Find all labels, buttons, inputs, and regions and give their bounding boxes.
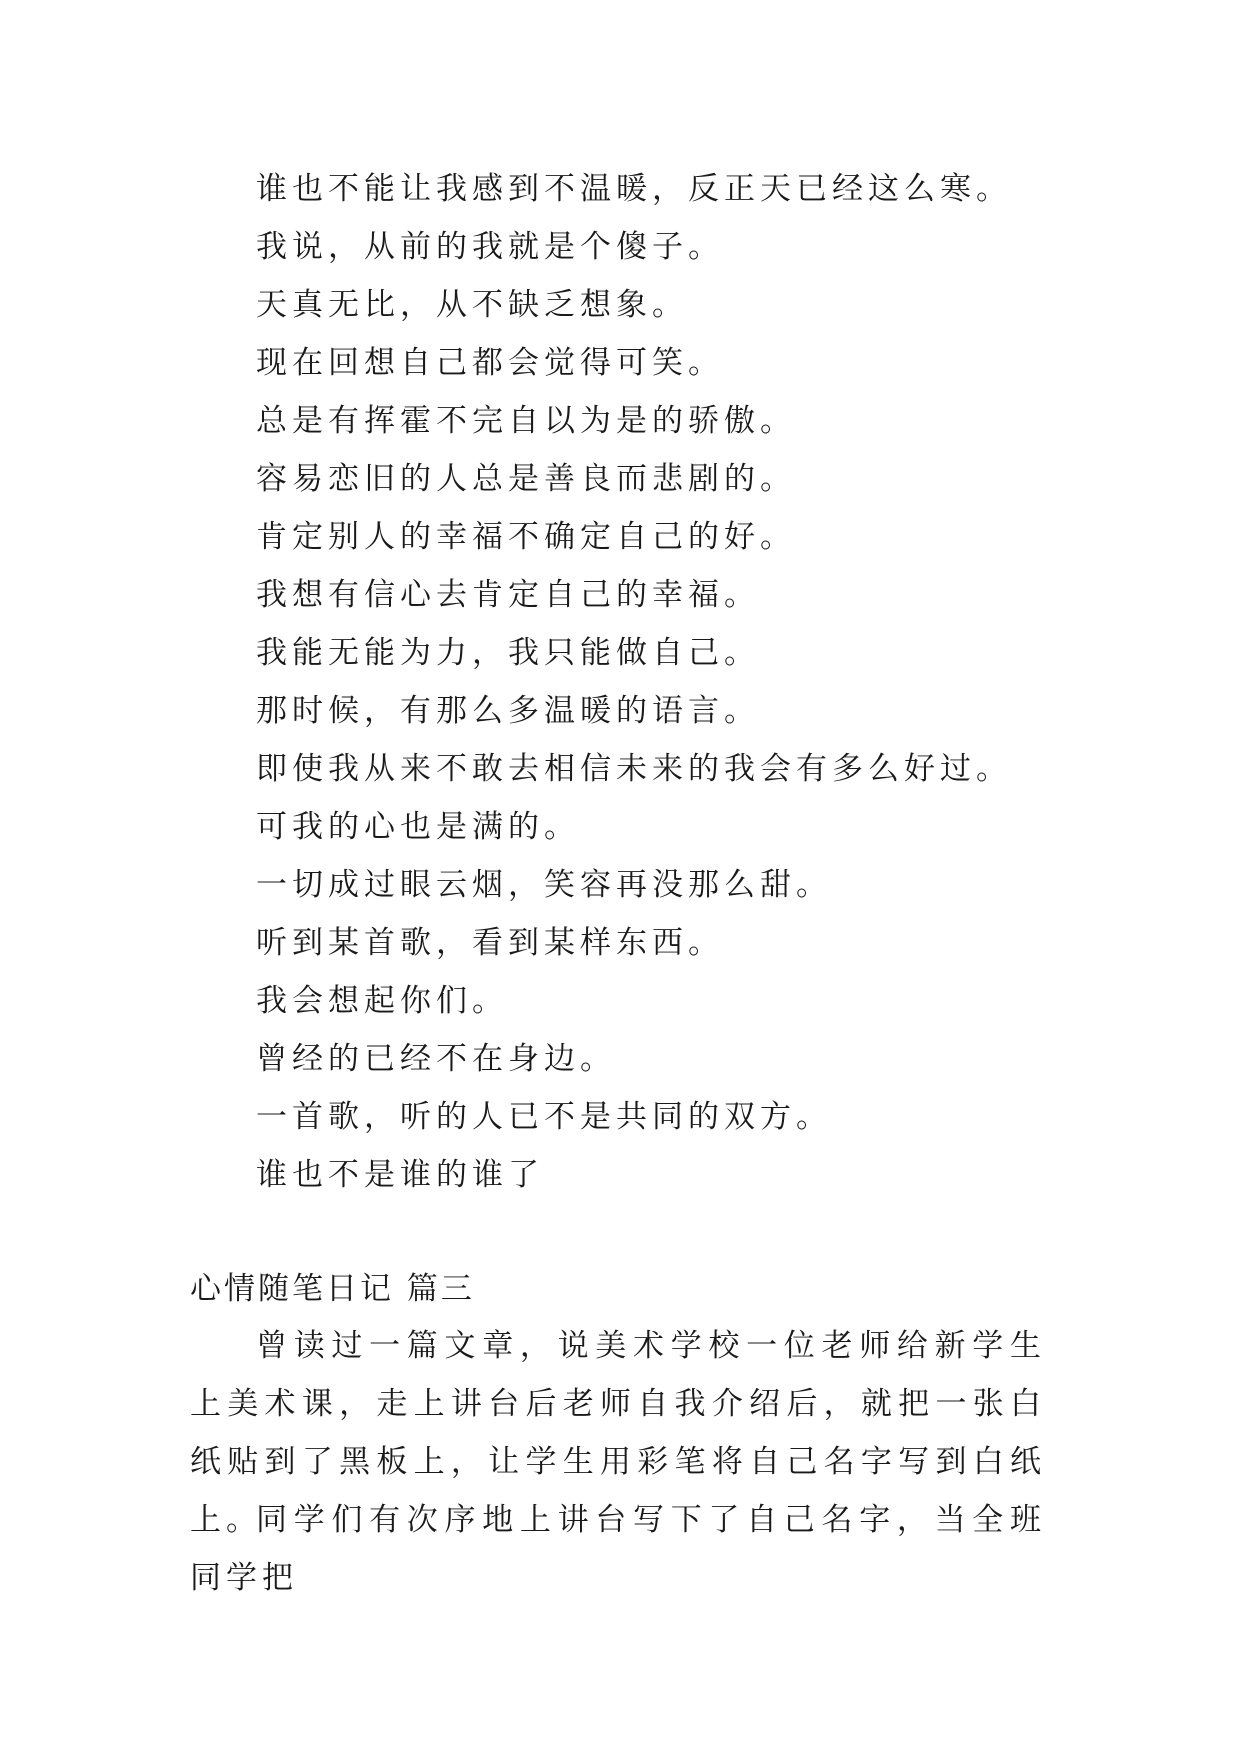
section-title: 心情随笔日记 篇三 xyxy=(190,1271,475,1307)
poem-line: 曾经的已经不在身边。 xyxy=(256,1041,616,1077)
poem-line: 我说，从前的我就是个傻子。 xyxy=(256,229,724,265)
poem-line: 总是有挥霍不完自以为是的骄傲。 xyxy=(256,403,796,439)
poem-lines xyxy=(256,160,1076,1204)
body-paragraph: 同学们有次序地上讲台写下了自己名字，当全班同学把 xyxy=(190,1502,1046,1596)
poem-line: 天真无比，从不缺乏想象。 xyxy=(256,287,688,323)
poem-line: 听到某首歌，看到某样东西。 xyxy=(256,925,724,961)
poem-line: 现在回想自己都会觉得可笑。 xyxy=(256,345,724,381)
poem-line: 可我的心也是满的。 xyxy=(256,809,580,845)
poem-line: 谁也不是谁的谁了 xyxy=(256,1157,544,1193)
poem-line: 谁也不能让我感到不温暖，反正天已经这么寒。 xyxy=(256,171,1012,207)
poem-line: 我能无能为力，我只能做自己。 xyxy=(256,635,760,671)
poem-line: 那时候，有那么多温暖的语言。 xyxy=(256,693,760,729)
poem-line: 即使我从来不敢去相信未来的我会有多么好过。 xyxy=(256,751,1012,787)
poem-line: 肯定别人的幸福不确定自己的好。 xyxy=(256,519,796,555)
poem-line: 容易恋旧的人总是善良而悲剧的。 xyxy=(256,461,796,497)
poem-line: 我会想起你们。 xyxy=(256,983,508,1019)
poem-line: 一切成过眼云烟，笑容再没那么甜。 xyxy=(256,867,832,903)
poem-line: 我想有信心去肯定自己的幸福。 xyxy=(256,577,760,613)
body-paragraph: 曾读过一篇文章，说美术学校一位老师给新学生上美术课，走上讲台后老师自我介绍后，就把一张白纸贴到了黑板上，让学生用彩笔将自己名字写到白纸上。 xyxy=(190,1328,1046,1538)
poem-line: 一首歌，听的人已不是共同的双方。 xyxy=(256,1099,832,1135)
